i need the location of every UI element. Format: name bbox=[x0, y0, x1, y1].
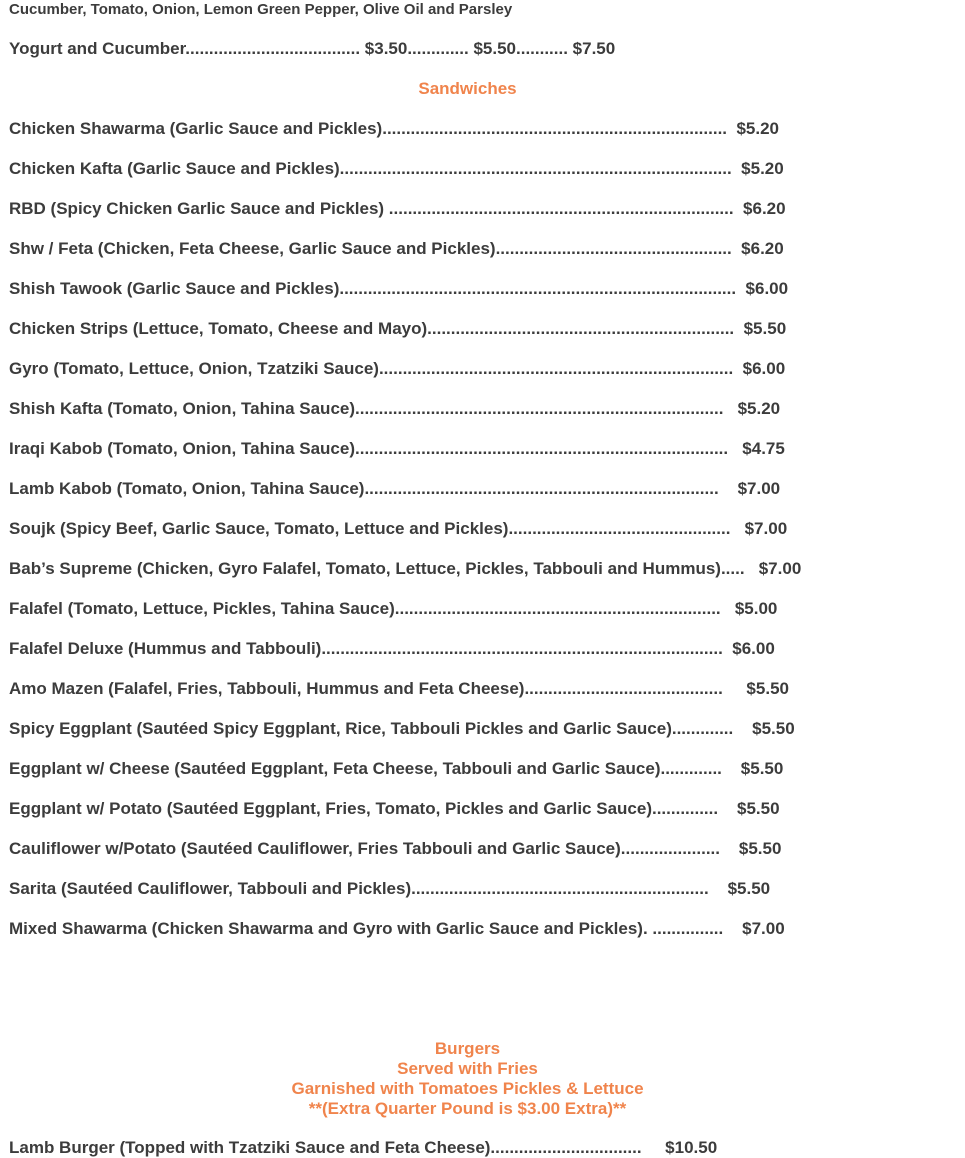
menu-item: Falafel Deluxe (Hummus and Tabbouli)..................................................................................... $6.00 bbox=[9, 639, 775, 658]
yogurt-cucumber-item: Yogurt and Cucumber..................................... $3.50............. $5.50........... $7.50 bbox=[9, 39, 616, 58]
menu-item: Falafel (Tomato, Lettuce, Pickles, Tahina Sauce)..................................................................... $5.00 bbox=[9, 599, 778, 618]
menu-item: Chicken Strips (Lettuce, Tomato, Cheese and Mayo)................................................................. $5.50 bbox=[9, 319, 787, 338]
menu-item: Eggplant w/ Potato (Sautéed Eggplant, Fries, Tomato, Pickles and Garlic Sauce).............. $5.50 bbox=[9, 799, 780, 818]
menu-item: Iraqi Kabob (Tomato, Onion, Tahina Sauce)............................................................................... $4.75 bbox=[9, 439, 785, 458]
burgers-subheading-extra: **(Extra Quarter Pound is $3.00 Extra)** bbox=[308, 1099, 627, 1118]
burgers-subheading-fries: Served with Fries bbox=[397, 1059, 538, 1078]
menu-item: Eggplant w/ Cheese (Sautéed Eggplant, Feta Cheese, Tabbouli and Garlic Sauce)............. $5.50 bbox=[9, 759, 784, 778]
salad-description: Cucumber, Tomato, Onion, Lemon Green Pepper, Olive Oil and Parsley bbox=[9, 1, 513, 18]
menu-item: Chicken Kafta (Garlic Sauce and Pickles)................................................................................... $5.20 bbox=[9, 159, 784, 178]
burgers-heading: Burgers bbox=[434, 1039, 501, 1058]
lamb-burger-item: Lamb Burger (Topped with Tzatziki Sauce and Feta Cheese)................................ $10.50 bbox=[9, 1138, 718, 1157]
menu-item: Soujk (Spicy Beef, Garlic Sauce, Tomato, Lettuce and Pickles)............................................... $7.00 bbox=[9, 519, 788, 538]
menu-item: Lamb Kabob (Tomato, Onion, Tahina Sauce)........................................................................... $7.00 bbox=[9, 479, 781, 498]
menu-item: Cauliflower w/Potato (Sautéed Cauliflower, Fries Tabbouli and Garlic Sauce)..................... $5.50 bbox=[9, 839, 782, 858]
menu-item: RBD (Spicy Chicken Garlic Sauce and Pickles) ......................................................................... $6.20 bbox=[9, 199, 786, 218]
menu-item: Sarita (Sautéed Cauliflower, Tabbouli and Pickles)............................................................... $5.50 bbox=[9, 879, 771, 898]
menu-item: Shw / Feta (Chicken, Feta Cheese, Garlic Sauce and Pickles).................................................. $6.20 bbox=[9, 239, 784, 258]
menu-item: Shish Kafta (Tomato, Onion, Tahina Sauce).............................................................................. $5.20 bbox=[9, 399, 781, 418]
menu-item: Bab’s Supreme (Chicken, Gyro Falafel, Tomato, Lettuce, Pickles, Tabbouli and Hummus)..... $7.00 bbox=[9, 559, 802, 578]
sandwiches-heading: Sandwiches bbox=[418, 79, 517, 98]
menu-item: Chicken Shawarma (Garlic Sauce and Pickles)......................................................................... $5.20 bbox=[9, 119, 779, 138]
menu-item: Shish Tawook (Garlic Sauce and Pickles).................................................................................... $6.00 bbox=[9, 279, 789, 298]
menu-item: Amo Mazen (Falafel, Fries, Tabbouli, Hummus and Feta Cheese).......................................... $5.50 bbox=[9, 679, 789, 698]
menu-item: Gyro (Tomato, Lettuce, Onion, Tzatziki Sauce)........................................................................... $6.00 bbox=[9, 359, 786, 378]
burgers-subheading-garnish: Garnished with Tomatoes Pickles & Lettuce bbox=[291, 1079, 644, 1098]
menu-item: Mixed Shawarma (Chicken Shawarma and Gyro with Garlic Sauce and Pickles). ............... $7.00 bbox=[9, 919, 785, 938]
menu-item: Spicy Eggplant (Sautéed Spicy Eggplant, Rice, Tabbouli Pickles and Garlic Sauce)............. $5.50 bbox=[9, 719, 795, 738]
